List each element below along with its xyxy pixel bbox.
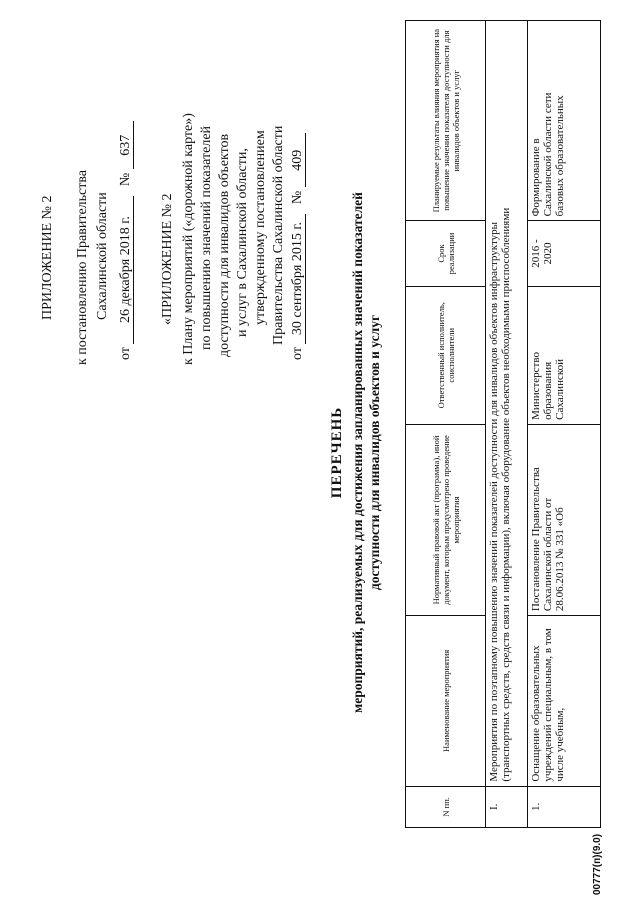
prior-appendix-line: Правительства Сахалинской области xyxy=(271,125,286,345)
from-label: от xyxy=(290,347,305,360)
row-term-line: 2020 xyxy=(542,242,554,265)
footer-code: 00777(п)(9.0) xyxy=(592,833,603,895)
section-text-line: Мероприятия по поэтапному повышению значений показателей доступности для инвалидов объектов инфраструктуры xyxy=(488,222,500,782)
header-result: Планируемые результаты влияния мероприятия на повышение значения показателя доступности для инвалидов объектов и услуг xyxy=(406,21,486,221)
header-executor: Ответственный исполнитель, соисполнители xyxy=(406,286,486,424)
appendix-number: 637 xyxy=(119,121,134,169)
section-text-line: (транспортных средств, средств связи и информации), включая оборудование объектов необходимыми приспособлениями xyxy=(500,207,512,782)
table-row xyxy=(528,21,601,828)
doc-heading: ПЕРЕЧЕНЬ xyxy=(329,406,345,499)
row-name-line: числе учебным, xyxy=(554,707,566,782)
row-act-line: 28.06.2013 № 331 «Об xyxy=(554,507,566,612)
row-term-line: 2016 - xyxy=(530,239,542,268)
prior-appendix-line: по повышению значений показателей xyxy=(199,125,214,350)
appendix-date-line xyxy=(118,121,134,360)
row-executor xyxy=(528,286,601,424)
measures-table xyxy=(405,20,601,828)
prior-appendix-line: утвержденному постановлением xyxy=(253,130,268,325)
row-name-line: учреждений специальным, в том xyxy=(542,628,554,782)
prior-appendix-number: 409 xyxy=(291,133,306,187)
section-num: I. xyxy=(486,786,528,827)
row-exec-line: Сахалинской xyxy=(554,358,566,420)
row-act-line: Сахалинской области от xyxy=(542,497,554,612)
row-result-line: Формирование в xyxy=(530,138,542,217)
header-term: Срок реализации xyxy=(406,221,486,286)
prior-appendix-line: и услуг в Сахалинской области, xyxy=(235,148,250,337)
prior-appendix-date-line xyxy=(290,133,306,360)
appendix-title: ПРИЛОЖЕНИЕ № 2 xyxy=(40,195,55,320)
row-result-line: Сахалинской области сети xyxy=(542,92,554,217)
header-num: N пп. xyxy=(406,786,486,827)
header-name: Наименование мероприятия xyxy=(406,616,486,787)
table-header-row xyxy=(406,21,486,828)
section-text xyxy=(486,21,528,787)
doc-subtitle-1: мероприятий, реализуемых для достижения запланированных значений показателей xyxy=(350,192,365,713)
prior-appendix-date: 30 сентября 2015 г. xyxy=(291,214,306,344)
doc-subtitle-2: доступности для инвалидов объектов и услуг xyxy=(367,314,382,591)
row-term xyxy=(528,221,601,286)
row-exec-line: Министерство xyxy=(530,352,542,420)
prior-appendix-title: «ПРИЛОЖЕНИЕ № 2 xyxy=(160,193,175,325)
appendix-line2: Сахалинской области xyxy=(95,192,110,320)
row-name-line: Оснащение образовательных xyxy=(530,645,542,782)
section-row xyxy=(486,21,528,828)
row-result xyxy=(528,21,601,221)
appendix-line1: к постановлению Правительства xyxy=(75,169,90,365)
appendix-date: 26 декабря 2018 г. xyxy=(119,196,134,344)
row-act-line: Постановление Правительства xyxy=(530,467,542,612)
prior-appendix-line: доступности для инвалидов объектов xyxy=(217,133,232,357)
row-act xyxy=(528,424,601,615)
row-name xyxy=(528,616,601,787)
row-num: 1. xyxy=(528,786,601,827)
prior-appendix-line: к Плану мероприятий («дорожной карте») xyxy=(181,113,196,365)
header-act: Нормативный правовой акт (программа), иной документ, которым предусмотрено проведение мероприятия xyxy=(406,424,486,615)
number-label: № xyxy=(118,172,133,187)
number-label: № xyxy=(290,190,305,205)
row-result-line: базовых образовательных xyxy=(554,95,566,217)
row-exec-line: образования xyxy=(542,361,554,420)
from-label: от xyxy=(118,347,133,360)
